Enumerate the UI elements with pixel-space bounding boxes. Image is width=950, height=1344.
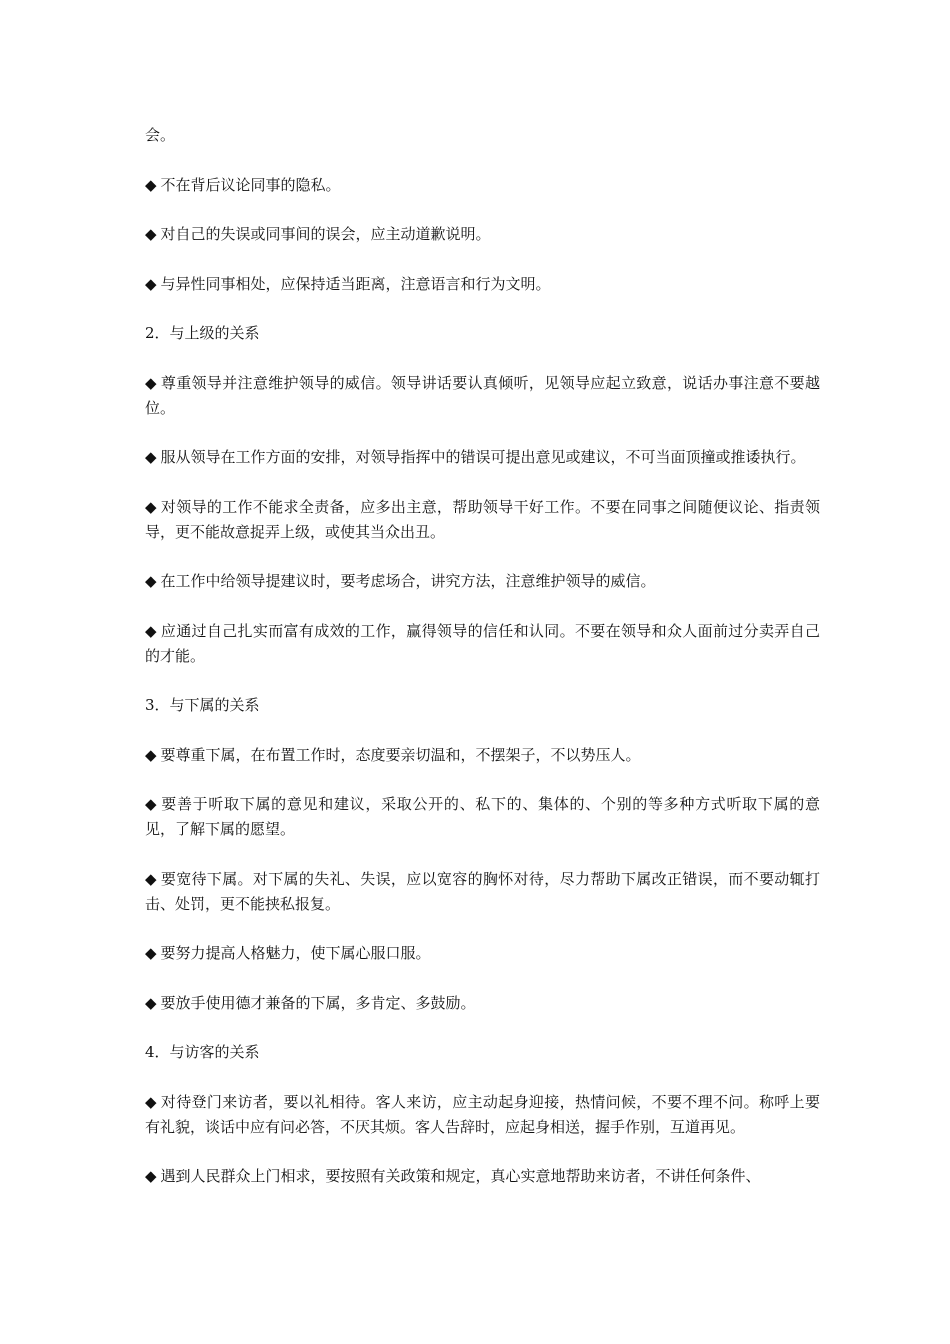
bullet-paragraph: [145, 941, 820, 966]
bullet-paragraph: [145, 569, 820, 594]
bullet-text: 尊重领导并注意维护领导的威信。领导讲话要认真倾听，见领导应起立致意，说话办事注意不要越位。: [145, 373, 820, 417]
diamond-bullet-icon: ◆: [145, 944, 157, 962]
bullet-text: 要宽待下属。对下属的失礼、失误，应以宽容的胸怀对待，尽力帮助下属改正错误，而不要动辄打击、处罚，更不能挟私报复。: [145, 869, 820, 913]
bullet-text: 应通过自己扎实而富有成效的工作，赢得领导的信任和认同。不要在领导和众人面前过分卖弄自己的才能。: [145, 621, 820, 665]
bullet-text: 在工作中给领导提建议时，要考虑场合，讲究方法，注意维护领导的威信。: [160, 572, 656, 590]
bullet-paragraph: [145, 991, 820, 1016]
bullet-paragraph: [145, 272, 820, 297]
bullet-text: 要努力提高人格魅力，使下属心服口服。: [160, 944, 431, 962]
bullet-paragraph: [145, 1090, 820, 1140]
continuation-text: 会。: [145, 126, 176, 144]
diamond-bullet-icon: ◆: [145, 572, 157, 590]
bullet-paragraph: [145, 371, 820, 421]
diamond-bullet-icon: ◆: [145, 497, 157, 516]
diamond-bullet-icon: ◆: [145, 1167, 157, 1185]
bullet-text: 对领导的工作不能求全责备，应多出主意，帮助领导干好工作。不要在同事之间随便议论、指责领导，更不能故意捉弄上级，或使其当众出丑。: [145, 497, 820, 541]
bullet-paragraph: [145, 619, 820, 669]
section-heading: 4．与访客的关系: [145, 1043, 260, 1061]
bullet-text: 与异性同事相处，应保持适当距离，注意语言和行为文明。: [160, 274, 551, 293]
bullet-paragraph: [145, 495, 820, 545]
bullet-paragraph: [145, 792, 820, 842]
diamond-bullet-icon: ◆: [145, 993, 157, 1012]
bullet-text: 对待登门来访者，要以礼相待。客人来访，应主动起身迎接，热情问候，不要不理不问。称呼上要有礼貌，谈话中应有问必答，不厌其烦。客人告辞时，应起身相送，握手作别，互道再见。: [145, 1092, 820, 1136]
section-heading: 2．与上级的关系: [145, 324, 260, 342]
diamond-bullet-icon: ◆: [145, 225, 157, 243]
bullet-paragraph: [145, 867, 820, 917]
bullet-text: 要尊重下属，在布置工作时，态度要亲切温和，不摆架子，不以势压人。: [160, 745, 641, 764]
bullet-text: 服从领导在工作方面的安排，对领导指挥中的错误可提出意见或建议，不可当面顶撞或推诿执行。: [160, 448, 806, 466]
diamond-bullet-icon: ◆: [145, 175, 157, 194]
section-heading: 3．与下属的关系: [145, 696, 260, 714]
diamond-bullet-icon: ◆: [145, 795, 158, 813]
diamond-bullet-icon: ◆: [145, 373, 157, 392]
diamond-bullet-icon: ◆: [145, 745, 157, 764]
bullet-paragraph: [145, 173, 820, 198]
diamond-bullet-icon: ◆: [145, 448, 157, 466]
bullet-paragraph: [145, 445, 820, 470]
bullet-paragraph: [145, 1164, 820, 1189]
bullet-text: 要放手使用德才兼备的下属，多肯定、多鼓励。: [160, 993, 476, 1012]
diamond-bullet-icon: ◆: [145, 869, 157, 888]
diamond-bullet-icon: ◆: [145, 621, 157, 640]
diamond-bullet-icon: ◆: [145, 1092, 157, 1111]
diamond-bullet-icon: ◆: [145, 274, 157, 293]
bullet-paragraph: [145, 743, 820, 768]
bullet-text: 遇到人民群众上门相求，要按照有关政策和规定，真心实意地帮助来访者，不讲任何条件、: [160, 1167, 761, 1185]
bullet-paragraph: [145, 222, 820, 247]
document-body: [145, 123, 820, 1214]
bullet-text: 对自己的失误或同事间的误会，应主动道歉说明。: [160, 225, 491, 243]
bullet-text: 不在背后议论同事的隐私。: [160, 175, 341, 194]
bullet-text: 要善于听取下属的意见和建议，采取公开的、私下的、集体的、个别的等多种方式听取下属的意见，了解下属的愿望。: [145, 795, 820, 838]
